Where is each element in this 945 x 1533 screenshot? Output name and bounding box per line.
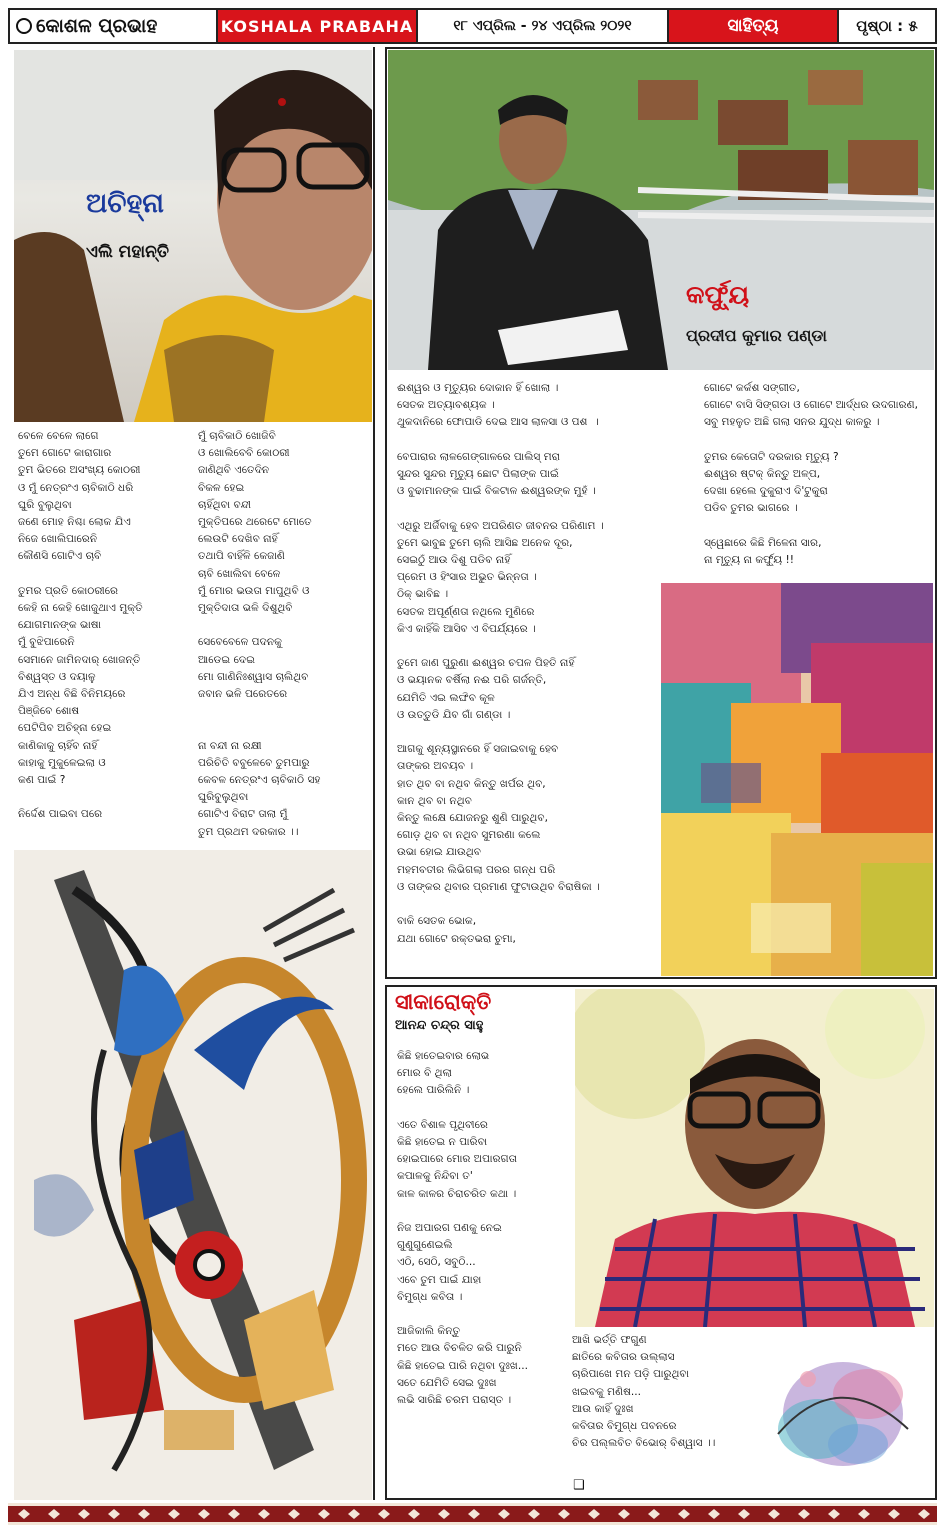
logo-emblem-icon — [16, 18, 32, 34]
page-number: ପୃଷ୍ଠା : ୫ — [837, 10, 935, 42]
poem2-author: ପ୍ରଦୀପ କୁମାର ପଣ୍ଡା — [686, 326, 827, 345]
poet3-photo — [575, 989, 934, 1327]
color-painting — [661, 583, 933, 976]
poem1-author: ଏଲି ମହାନ୍ତି — [86, 242, 169, 262]
issue-date: ୧୮ ଏପ୍ରିଲ - ୨୪ ଏପ୍ରିଲ ୨୦୨୧ — [416, 10, 669, 42]
watercolor-illustration — [748, 1334, 932, 1496]
newspaper-logo — [10, 10, 218, 42]
abstract-painting — [14, 850, 372, 1500]
poem2-title: କର୍ଫ୍ୟୁ — [686, 280, 750, 309]
section-name: ସାହିତ୍ୟ — [669, 10, 837, 42]
poem2-text-col2: ଗୋଟେ କର୍କଶ ସଙ୍ଗୀତ, ଗୋଟେ ବାସି ସିଙ୍ଗଡା ଓ ଗୋଟେ ଆର୍ଦ୍ଧର ଉଦଗାରଣ, ସବୁ ମହଳୁତ ଅଛି ଗଲା ସନର ଯୁଦ୍ଧ କାଳରୁ । ତୁମର କେତୋଟି ଦରକାର ମୃତ୍ୟୁ ? ଈଶ୍ୱର ଷ୍ଟକ୍ କିନ୍ତୁ ଅଳ୍ପ, ଦେଖା ହେଲେ ଦୁକୁରାଏ ଦି'ଟୁକୁରା ପଡିବ ତୁମର ଭାଗରେ । ସ୍ୱେଛାରେ କିଛି ମିଳେନା ସାର, ନା ମୃତ୍ୟୁ ନା କର୍ଫ୍ୟୁ !! — [704, 382, 918, 567]
end-mark: ❑ — [573, 1478, 585, 1493]
portrait-outdoor — [388, 50, 934, 370]
poem3-title: ସୀକାରୋକ୍ତି — [395, 990, 492, 1014]
border-pattern — [8, 1503, 937, 1525]
poem1-title: ଅଚିହ୍ନା — [86, 188, 164, 219]
poem2-text-col1: ଈଶ୍ୱର ଓ ମୃତ୍ୟୁର ଦୋକାନ ହିଁ ଖୋଲା । ସେତକ ଅତ୍ୟାବଶ୍ୟକ । ଥୁକଦାନିରେ ଫୋପାଡି ଦେଇ ଆସ ଲାଳସା ଓ ପଶ । ବେପାରାର ଲାଳଗେଙ୍ଗାଳରେ ପାଲିସ୍ ମରା ସୁନ୍ଦର ସୁନ୍ଦର ମୃତ୍ୟୁ ଛୋଟ ପିଲାଙ୍କ ପାଇଁ ଓ ବୁଢାମାନଙ୍କ ପାଇଁ ବିକଟାଳ ଈଶ୍ୱରଙ୍କ ମୁହଁ । ଏଥିରୁ ଅର୍ଜିବାକୁ ହେବ ଅପରିଣତ ଜୀବନର ପରିଣାମ । ତୁମେ ଭାବୁଛ ତୁମେ ଚାଲି ଆସିଛ ଅନେକ ଦୂର, ସେଇଠୁଁ ଆଉ ଦିଶୁ ପଡିବ ନାହିଁ ପ୍ରେମ ଓ ହିଂସାର ଅଭୁତ ଭିନ୍ନତା । ଠିକ୍ ଭାବିଛ । ସେତକ ଅପୂର୍ଣ୍ଣତା ନଥିଲେ ମୁଣିରେ କିଏ କାହିଁକି ଆସିବ ଏ ବିପର୍ଯ୍ୟରେ । ତୁମେ ଜାଣ ପୁରୁଣା ଈଶ୍ୱର ଚପଳ ପିହତି ନାହିଁ ଓ ଭୟାନକ ବର୍ଷିଲା ନଈ ପରି ଗର୍ଜନ୍ତି, ଯେମିତି ଏଇ ଲଙ୍ଘିବ କୂଳ ଓ ଉତ୍ତୁଡି ଯିବ ଗାଁ ଗଣ୍ଡା । ଆଗକୁ ଶୂନ୍ୟସ୍ଥାନରେ ହିଁ ସଜାଇବାକୁ ହେବ ତାଙ୍କର ଅବୟବ । ହାତ ଥିବ ବା ନଥିବ କିନ୍ତୁ ଖର୍ପର ଥିବ, କାନ ଥିବ ବା ନଥିବ କିନ୍ତୁ ଲକ୍ଷେ ଯୋଜନରୁ ଶୁଣି ପାରୁଥିବ, ଗୋଡ଼ ଥିବ ବା ନଥିବ ସୁମରଣା କଲେ ଉଭା ହୋଇ ଯାଉଥିବ ମହମବତୀର ଲିଭିଗଲା ପରର ଗନ୍ଧ ପରି ଓ ତାଙ୍କର ଥିବାର ପ୍ରମାଣ ଫୁଟାଉଥିବ ବିରାଷିକା । ବାକି ସେତକ ଭୋକ, ଯଥା ଗୋଟେ ରକ୍ତଭରା ଚୁମା, — [397, 382, 604, 945]
masthead — [8, 8, 937, 44]
portrait-bright — [575, 989, 934, 1327]
poem3-author: ଆନନ୍ଦ ଚନ୍ଦ୍ର ସାହୁ — [395, 1018, 484, 1033]
poet1-photo — [14, 50, 372, 422]
english-title: KOSHALA PRABAHA — [218, 10, 416, 42]
poem3-text-col2: ଆଖି ଭର୍ତ୍ତି ଫଗୁଣ ଛାତିରେ କବିତାର ଉଲ୍ଲାସ ଚାରିପାଖେ ମନ ପଡ଼ି ପାରୁଥିବା ଖଇବକୁ ମଣିଷ... ଆଉ କାହିଁ ଦୁଃଖ କବିତାର ବିମୁଗ୍ଧ ପବନରେ ଚିର ପଲ୍ଲବିତ ବିଭୋର୍ ବିଶ୍ୱାସ ।। — [572, 1334, 716, 1450]
poem1-text-col2: ମୁଁ ଚାବିକାଠି ଖୋଜିବି ଓ ଖୋଲିବେବି କୋଠରୀ ଜାଣିଥିବି ଏତେଦିନ ବିକଳ ହେଇ ଚାହିଁଥିବା ବନ୍ଦୀ ମୁକ୍ତିପରେ ଥରେଟେ ମୋତେ ଲେଉଟି ଦେଖିବ ନାହିଁ ତଥାପି ବାହିଁଳି କେଜାଣି ଚାବି ଖୋଲିବା ବେଳେ ମୁଁ ମୋର ଭଉତା ମାପୁଥିବି ଓ ମୁକ୍ତିଦାତା ଭଳି ଦିଶୁଥିବି ସେବେବେଳେ ପଦନକୁ ଆଡେଇ ଦେଇ ମୋ ଗାଣିନିଃଶ୍ୱାସ ଚାଲିଥିବ ଜବାନ ଭଳି ପରେତରେ ନା ବନ୍ଦୀ ନା ରକ୍ଷୀ ପରିଚିତି ବବୁଳେବେ ତୁମପାରୁ କେବଳ ନେତ୍ରଂଏ ଚାବିକାଠି ସହ ଘୁରିବୁଲୁଥିବା ଗୋଟିଏ ବିରାଟ ତାଲା ମୁଁ ତୁମ ପ୍ରଥମ ଦରକାର ।। — [198, 430, 321, 838]
decorative-border-band — [8, 1503, 937, 1525]
poem1-text-col1: ବେଳେ ବେଳେ ଲାଗେ ତୁମେ ଗୋଟେ କାରାଗାର ତୁମ ଭିତରେ ଅସଂଖ୍ୟ କୋଠରୀ ଓ ମୁଁ ନେତ୍ରଂଏ ଚାବିକାଠି ଧରି ଘୁରି ବୁଲୁଥିବା ଜଣେ ମୋହ ନିଶ୍ଚା ଲୋକ ଯିଏ ନିଜେ ଖୋଲିପାରେନି କୌଣସି ଗୋଟିଏ ଚାବି ତୁମର ପ୍ରତି କୋଠରୀରେ କେହି ନା କେହି ଖୋଜୁଥାଏ ମୁକ୍ତି ଯୋଗମାନଙ୍କ ଭାଷା ମୁଁ ବୁଝିପାରେନି ସେମାନେ ଜାମିନଦାର୍ ଖୋଜନ୍ତି ବିଶ୍ୱସ୍ତ ଓ ଦୟାଳୁ ଯିଏ ଅନ୍ଧ ବିଛି ବିନିମୟରେ ପିଞ୍ଜିବେ ଶୋଷ ପେଟିପିବ ଅଚିହ୍ନା ହେଇ କାଣିକାକୁ ଚାହିଁବ ନାହିଁ କାହାକୁ ମୁକୁଳେଇଲା ଓ କଣ ପାଇଁ ? ନିର୍ଦ୍ଦେଶ ପାଇବା ପରେ — [18, 430, 143, 821]
watercolor-splash — [748, 1334, 932, 1496]
abstract-art-illustration — [14, 850, 372, 1500]
abstract-color-painting — [661, 583, 933, 976]
poem3-text-col1: କିଛି ହାତେଇବାର ଲୋଭ ମୋର ବି ଥିଲା ହେଲେ ପାରିଲିନି । ଏତେ ବିଶାଳ ପୃଥିବୀରେ କିଛି ହାତେଇ ନ ପାରିବା ହୋଇପାରେ ମୋର ଅପାରଗତା କପାଳକୁ ନିନ୍ଦିବା ତ' କାଳ କାଳର ଚିରାଚରିତ କଥା । ନିଜ ଅପାରଗ ପଣକୁ ନେଇ ଗୁଣୁଗୁଣେଇଲି ଏଠି, ସେଠି, ସବୁଠି... ଏବେ ତୁମ ପାଇଁ ଯାହା ବିମୁଗ୍ଧ କବିତା । ଆଜିକାଲି କିନ୍ତୁ ମତେ ଆଉ ବିଚଳିତ କରି ପାରୁନି କିଛି ହାତେଇ ପାରି ନଥିବା ଦୁଃଖ... ସତେ ଯେମିତି ସେଇ ଦୁଃଖ ଲଭି ସାରିଛି ଚରମ ପରାସ୍ତ । — [397, 1050, 528, 1407]
portrait-illustration — [14, 50, 372, 422]
logo-text: କୋଶଳ ପ୍ରଭାହ — [36, 15, 158, 37]
poet2-photo — [388, 50, 934, 370]
